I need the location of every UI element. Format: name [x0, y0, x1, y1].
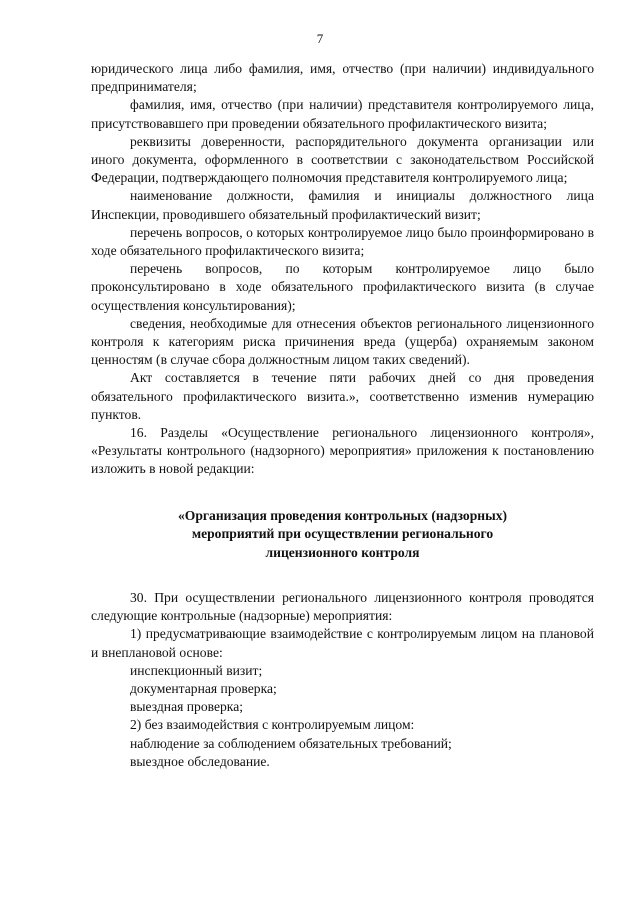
paragraph-item-16: 16. Разделы «Осуществление регионального лицензионного контроля», «Результаты контрольного (надзорного) мероприятия» приложения к постановлению изложить в новой редакции: [91, 425, 594, 477]
paragraph-consulted-questions: перечень вопросов, по которым контролируемое лицо было проконсультировано в ходе обязательного профилактического визита (в случае осуществления консультирования); [91, 261, 594, 313]
list-item-inspection-visit: инспекционный визит; [130, 662, 263, 678]
list-item-documentary-check: документарная проверка; [130, 681, 277, 697]
paragraph-informed-questions: перечень вопросов, о которых контролируемое лицо было проинформировано в ходе обязательного профилактического визита; [91, 224, 594, 259]
paragraph-power-of-attorney: реквизиты доверенности, распорядительного документа организации или иного документа, оформленного в соответствии с законодательством Российской Федерации, подтверждающего полномочия представителя контролируемого лица; [91, 133, 594, 186]
section-heading-line-1: «Организация проведения контрольных (надзорных) [177, 507, 508, 523]
section-heading-line-3: лицензионного контроля [265, 545, 420, 561]
paragraph-risk-information: сведения, необходимые для отнесения объектов регионального лицензионного контроля к категориям риска причинения вреда (ущерба) охраняемым законом ценностям (в случае сбора должностным лицом таких сведений). [91, 315, 594, 368]
document-body [91, 60, 594, 771]
section-heading [91, 507, 594, 563]
paragraph-representative-name: фамилия, имя, отчество (при наличии) представителя контролируемого лица, присутствовавшего при проведении обязательного профилактического визита; [91, 97, 594, 131]
paragraph-official-position: наименование должности, фамилия и инициалы должностного лица Инспекции, проводившего обязательный профилактический визит; [91, 188, 594, 222]
section-heading-line-2: мероприятий при осуществлении регионального [191, 526, 494, 542]
paragraph-legal-entity: юридического лица либо фамилия, имя, отчество (при наличии) индивидуального предпринимателя; [91, 61, 594, 95]
list-item-observation: наблюдение за соблюдением обязательных требований; [130, 735, 452, 751]
paragraph-with-interaction: 1) предусматривающие взаимодействие с контролируемым лицом на плановой и внеплановой основе: [91, 626, 594, 660]
page-number: 7 [316, 31, 324, 46]
list-item-onsite-survey: выездное обследование. [130, 753, 270, 769]
list-item-onsite-check: выездная проверка; [130, 699, 243, 715]
paragraph-without-interaction: 2) без взаимодействия с контролируемым лицом: [130, 717, 415, 733]
paragraph-item-30: 30. При осуществлении регионального лицензионного контроля проводятся следующие контрольные (надзорные) мероприятия: [91, 590, 594, 624]
paragraph-act-deadline: Акт составляется в течение пяти рабочих дней со дня проведения обязательного профилактического визита.», соответственно изменив нумерацию пунктов. [91, 370, 594, 422]
